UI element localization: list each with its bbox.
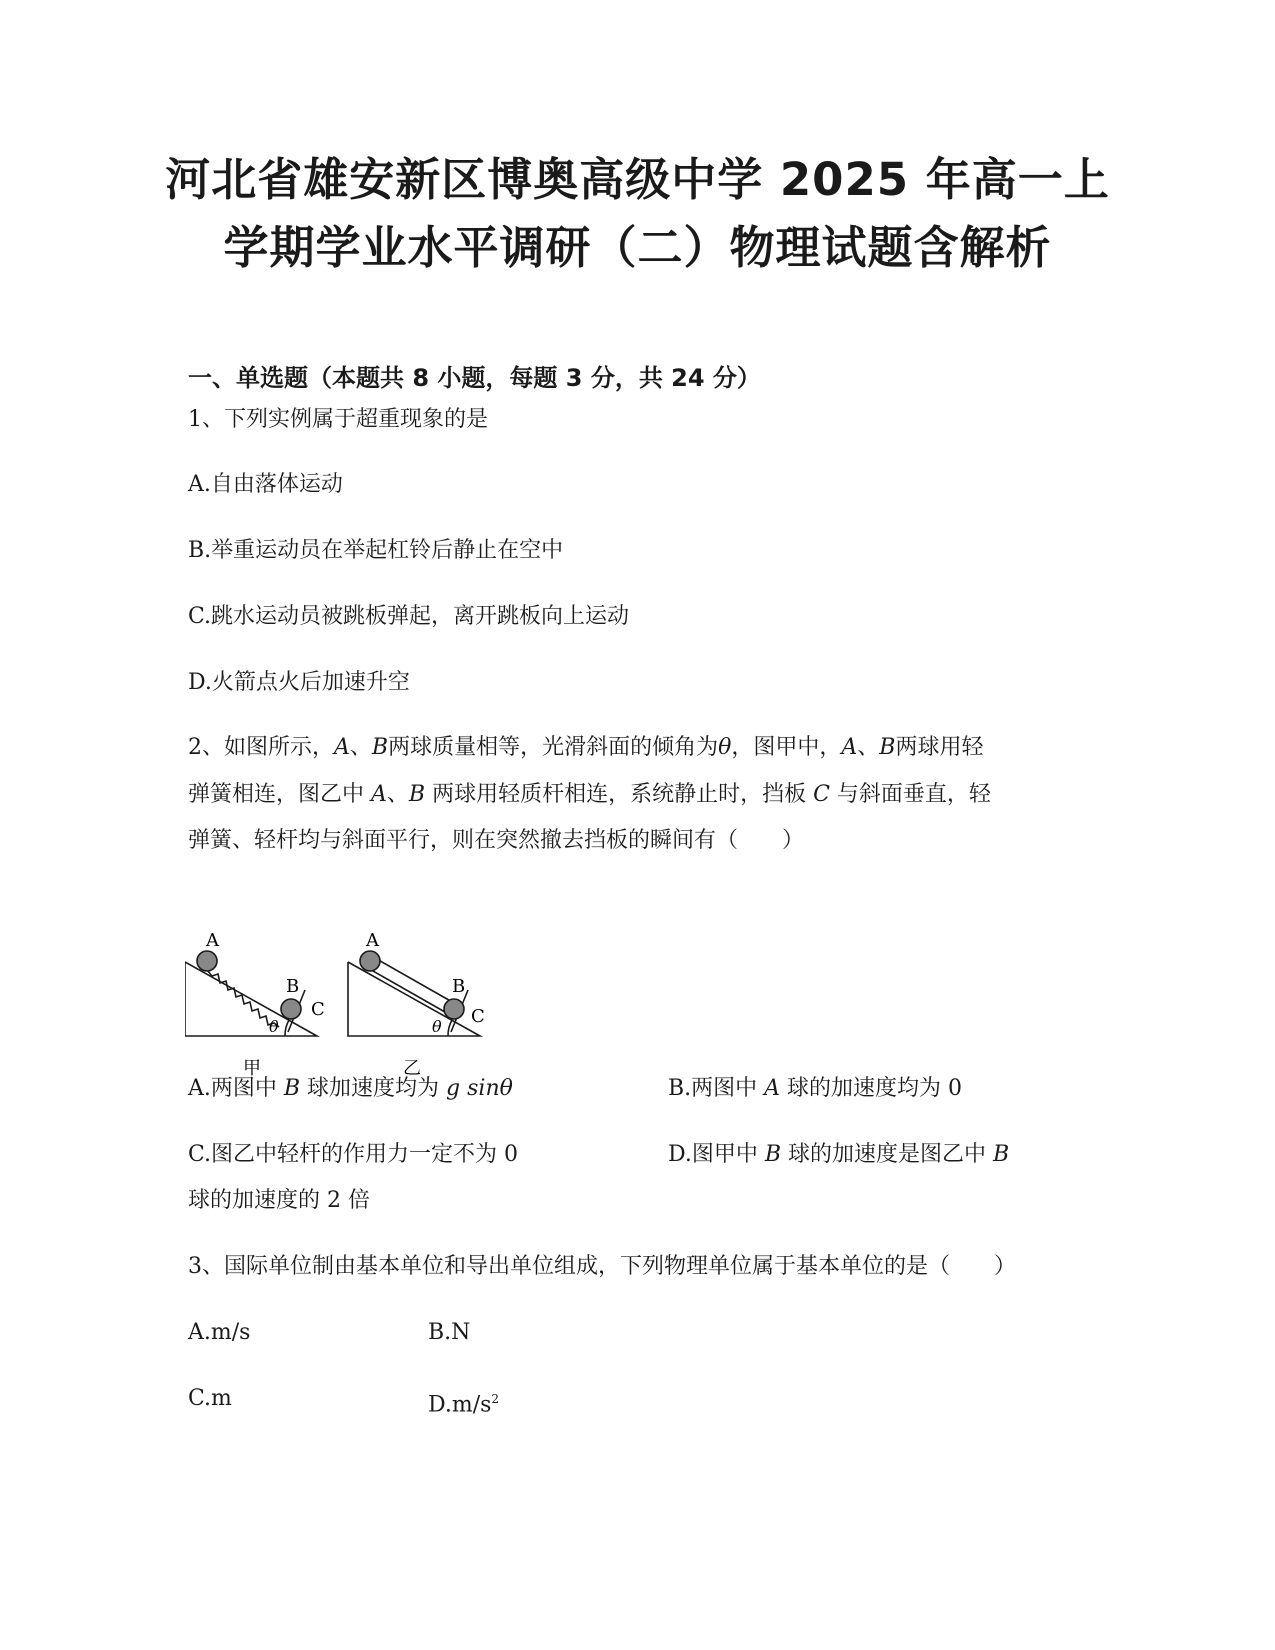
caption-yi: 乙 [403, 1058, 421, 1079]
angle-arc [448, 1020, 452, 1036]
question-2-option-b [668, 1074, 962, 1104]
question-3-option-d [428, 1384, 499, 1420]
variable-b: B [764, 1142, 782, 1167]
incline-triangle [185, 962, 317, 1036]
text-run: A.两图中 [188, 1076, 284, 1101]
variable-b: B [993, 1142, 1010, 1167]
rod [368, 954, 454, 1003]
text-run: 两球用轻质杆相连，系统静止时，挡板 [425, 782, 814, 807]
variable-b: B [371, 735, 389, 760]
text-run: ，图甲中， [731, 735, 842, 760]
incline-triangle [348, 962, 480, 1036]
label-b: B [286, 976, 300, 997]
question-2-option-a [188, 1074, 513, 1104]
variable-a: A [334, 735, 350, 760]
incline-figure [185, 930, 525, 1090]
caption-jia: 甲 [243, 1058, 261, 1079]
variable-a: A [841, 735, 858, 760]
rod [366, 967, 452, 1016]
document-title-line-2: 学期学业水平调研（二）物理试题含解析 [223, 221, 1052, 274]
question-1-option-b: B.举重运动员在举起杠铃后静止在空中 [188, 538, 564, 563]
label-b: B [452, 976, 466, 997]
variable-c: C [813, 782, 830, 807]
text-run: 2、如图所示， [188, 735, 334, 760]
text-run: 、 [857, 735, 880, 760]
ball-a [360, 951, 380, 971]
variable-a: A [371, 782, 387, 807]
label-c: C [311, 999, 325, 1020]
question-2-stem-line-3: 弹簧、轻杆均与斜面平行，则在突然撤去挡板的瞬间有（ ） [188, 828, 805, 853]
formula-g-sin-theta: g sinθ [446, 1076, 513, 1101]
text-run: 、 [349, 735, 372, 760]
text-run: 球的加速度均为 0 [780, 1076, 963, 1101]
text-run: 球加速度均为 [300, 1076, 447, 1101]
question-2-option-d [668, 1140, 1009, 1170]
text-run: 两球质量相等，光滑斜面的倾角为 [388, 735, 719, 760]
ball-b [281, 999, 301, 1019]
incline-diagram [185, 930, 525, 1090]
text-run: 球的加速度是图乙中 [781, 1142, 994, 1167]
ball-b [444, 999, 464, 1019]
question-2-option-c: C.图乙中轻杆的作用力一定不为 0 [188, 1142, 519, 1167]
angle-arc [285, 1020, 289, 1036]
question-2-option-d-continued: 球的加速度的 2 倍 [188, 1188, 370, 1213]
variable-b: B [283, 1076, 301, 1101]
section-heading: 一、单选题（本题共 8 小题，每题 3 分，共 24 分） [188, 364, 761, 392]
label-theta: θ [432, 1017, 442, 1036]
variable-b: B [879, 735, 896, 760]
label-a: A [206, 930, 219, 951]
question-1-option-a: A.自由落体运动 [188, 472, 343, 497]
text-run: D.m/s [428, 1392, 492, 1418]
question-2-stem-line-1 [188, 733, 983, 763]
text-run: 、 [386, 782, 409, 807]
document-title-line-1: 河北省雄安新区博奥高级中学 2025 年高一上 [165, 153, 1110, 206]
question-3-option-b: B.N [428, 1320, 471, 1345]
label-a: A [366, 930, 379, 951]
question-1-stem: 1、下列实例属于超重现象的是 [188, 407, 488, 432]
ball-a [197, 951, 217, 971]
question-3-option-a: A.m/s [188, 1320, 251, 1345]
question-1-option-d: D.火箭点火后加速升空 [188, 670, 410, 695]
text-run: 弹簧相连，图乙中 [188, 782, 371, 807]
label-c: C [471, 1006, 485, 1027]
superscript: 2 [491, 1392, 500, 1406]
label-theta: θ [269, 1017, 279, 1036]
text-run: 两球用轻 [895, 735, 984, 760]
variable-theta: θ [718, 735, 732, 760]
text-run: D.图甲中 [668, 1142, 765, 1167]
text-run: 与斜面垂直，轻 [829, 782, 991, 807]
question-3-stem: 3、国际单位制由基本单位和导出单位组成，下列物理单位属于基本单位的是（ ） [188, 1254, 1016, 1279]
variable-a: A [764, 1076, 781, 1101]
question-1-option-c: C.跳水运动员被跳板弹起，离开跳板向上运动 [188, 604, 630, 629]
question-2-stem-line-2 [188, 780, 991, 810]
question-3-option-c: C.m [188, 1386, 232, 1411]
text-run: B.两图中 [668, 1076, 765, 1101]
variable-b: B [408, 782, 426, 807]
